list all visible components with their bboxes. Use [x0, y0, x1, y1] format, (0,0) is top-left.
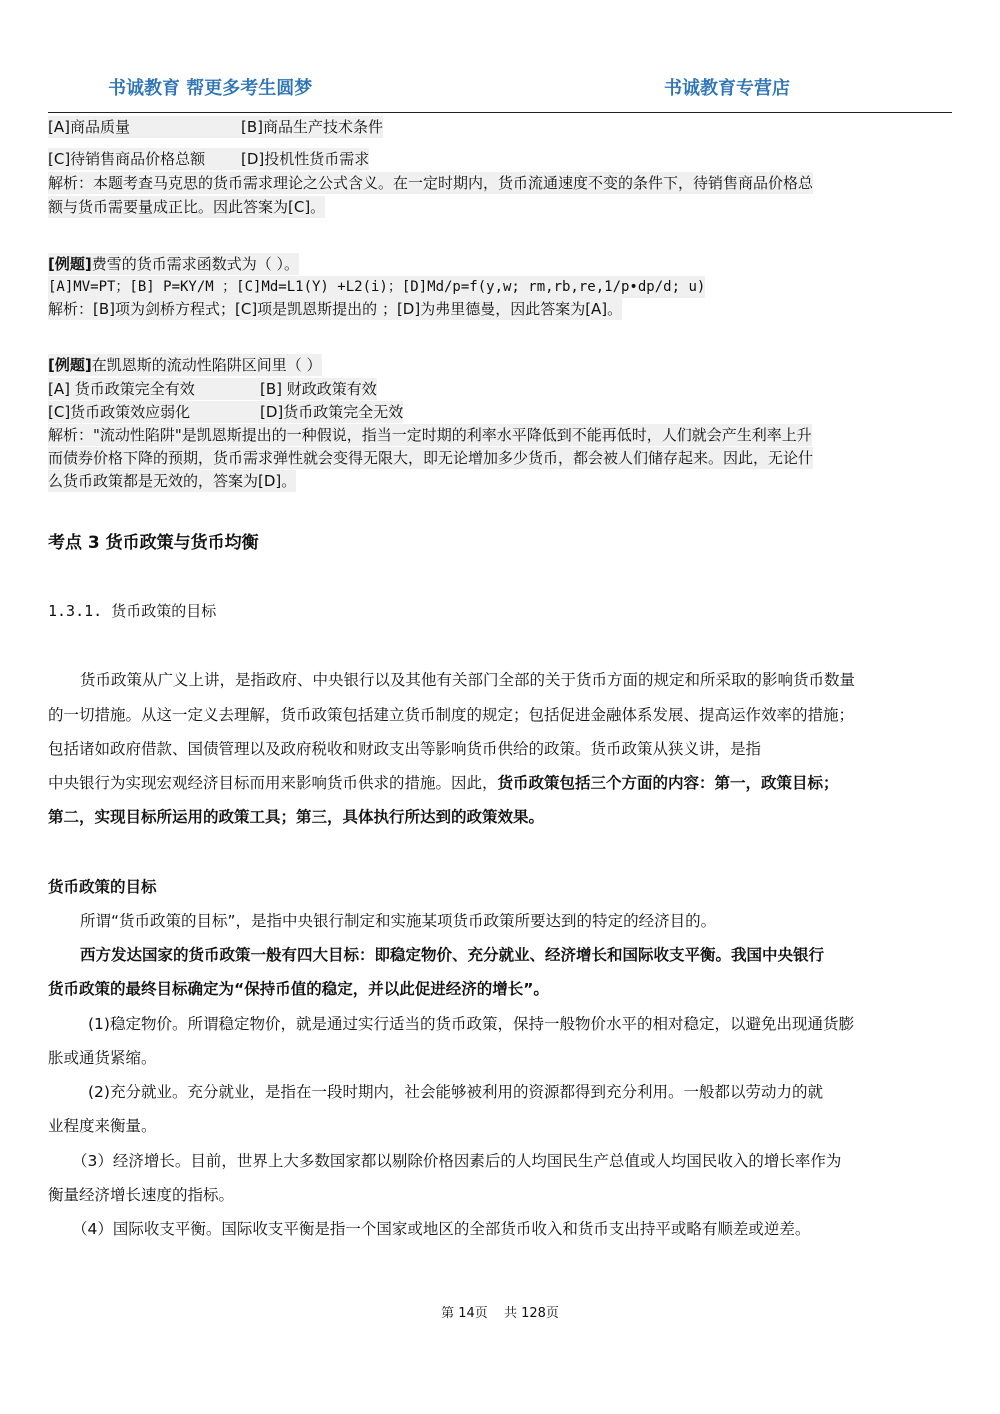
- paragraph-bold-line: 第二，实现目标所运用的政策工具；第三，具体执行所达到的政策效果。: [48, 808, 545, 826]
- page-number: 第 14页: [441, 1306, 488, 1321]
- question-options: [A]MV=PT；[B] P=KY/M ；[C]Md=L1(Y) +L2(i)；[D]Md/p=f(y,w; rm,rb,re,1/p•dp/d; u): [48, 276, 705, 298]
- analysis-line: 而债券价格下降的预期，货币需求弹性就会变得无限大，即无论增加多少货币，都会被人们储存起来。因此，无论什: [48, 449, 814, 467]
- paragraph-line: 包括诸如政府借款、国债管理以及政府税收和财政支出等影响货币供给的政策。货币政策从狭义讲，是指: [48, 740, 762, 758]
- goals-heading: 货币政策的目标: [48, 878, 157, 896]
- analysis-line: 额与货币需要量成正比。因此答案为[C]。: [48, 198, 326, 216]
- option-c: [C]货币政策效应弱化: [48, 403, 191, 421]
- goals-definition: 所谓“货币政策的目标”，是指中央银行制定和实施某项货币政策所要达到的特定的经济目的。: [80, 912, 717, 930]
- paragraph-line: [48, 772, 839, 794]
- paragraph-bold-text: 货币政策包括三个方面的内容：第一，政策目标；: [497, 774, 839, 792]
- question-stem: [48, 253, 299, 275]
- section-title: 考点 3 货币政策与货币均衡: [48, 533, 259, 553]
- option-b: [B] 财政政策有效: [260, 380, 377, 398]
- goals-bold-line: 货币政策的最终目标确定为“保持币值的稳定，并以此促进经济的增长”。: [48, 980, 549, 998]
- goal-item-line: (1)稳定物价。所谓稳定物价，就是通过实行适当的货币政策，保持一般物价水平的相对稳定，以避免出现通货膨: [88, 1015, 854, 1033]
- question-text: 费雪的货币需求函数式为（ ）。: [91, 255, 299, 273]
- goal-item-line: 业程度来衡量。: [48, 1117, 157, 1135]
- goals-bold-line: 西方发达国家的货币政策一般有四大目标：即稳定物价、充分就业、经济增长和国际收支平衡。我国中央银行: [80, 946, 825, 964]
- paragraph-text: 中央银行为实现宏观经济目标而用来影响货币供求的措施。因此，: [48, 774, 498, 792]
- option-row: [48, 148, 369, 170]
- paragraph-line: 货币政策从广义上讲，是指政府、中央银行以及其他有关部门全部的关于货币方面的规定和所采取的影响货币数量: [80, 671, 856, 689]
- example-tag: [例题]: [48, 255, 92, 273]
- option-c: [C]待销售商品价格总额: [48, 150, 206, 168]
- option-b: [B]商品生产技术条件: [241, 118, 383, 136]
- goal-item-line: （3）经济增长。目前，世界上大多数国家都以剔除价格因素后的人均国民生产总值或人均国民收入的增长率作为: [72, 1152, 842, 1170]
- goal-item-line: (2)充分就业。充分就业，是指在一段时期内，社会能够被利用的资源都得到充分利用。一般都以劳动力的就: [88, 1083, 823, 1101]
- option-a: [A]商品质量: [48, 118, 130, 136]
- analysis-line: 解析：本题考查马克思的货币需求理论之公式含义。在一定时期内，货币流通速度不变的条件下，待销售商品价格总: [48, 174, 814, 192]
- option-row: [48, 378, 377, 400]
- question-stem: [48, 354, 322, 376]
- option-row: [48, 116, 383, 138]
- goal-item-line: （4）国际收支平衡。国际收支平衡是指一个国家或地区的全部货币收入和货币支出持平或略有顺差或逆差。: [72, 1220, 811, 1238]
- subsection-title: 1.3.1. 货币政策的目标: [48, 602, 217, 620]
- page-total: 共 128页: [503, 1306, 559, 1321]
- header-left-title: 书诚教育 帮更多考生圆梦: [108, 78, 313, 99]
- question-text: 在凯恩斯的流动性陷阱区间里（ ）: [91, 356, 322, 374]
- option-d: [D]货币政策完全无效: [260, 403, 404, 421]
- option-row: [48, 401, 403, 423]
- option-d: [D]投机性货币需求: [241, 150, 370, 168]
- analysis-line: 解析："流动性陷阱"是凯恩斯提出的一种假说，指当一定时期的利率水平降低到不能再低时，人们就会产生利率上升: [48, 426, 812, 444]
- page-footer: [0, 1302, 1000, 1321]
- paragraph-line: 的一切措施。从这一定义去理解，货币政策包括建立货币制度的规定；包括促进金融体系发展、提高运作效率的措施；: [48, 706, 855, 724]
- example-tag: [例题]: [48, 356, 92, 374]
- option-a: [A] 货币政策完全有效: [48, 380, 195, 398]
- goal-item-line: 胀或通货紧缩。: [48, 1049, 157, 1067]
- analysis-line: 么货币政策都是无效的，答案为[D]。: [48, 472, 297, 490]
- analysis-line: 解析：[B]项为剑桥方程式；[C]项是凯恩斯提出的 ；[D]为弗里德曼，因此答案为[A]。: [48, 300, 623, 318]
- goal-item-line: 衡量经济增长速度的指标。: [48, 1186, 235, 1204]
- header-right-title: 书诚教育专营店: [664, 78, 790, 99]
- header-divider: [48, 112, 952, 113]
